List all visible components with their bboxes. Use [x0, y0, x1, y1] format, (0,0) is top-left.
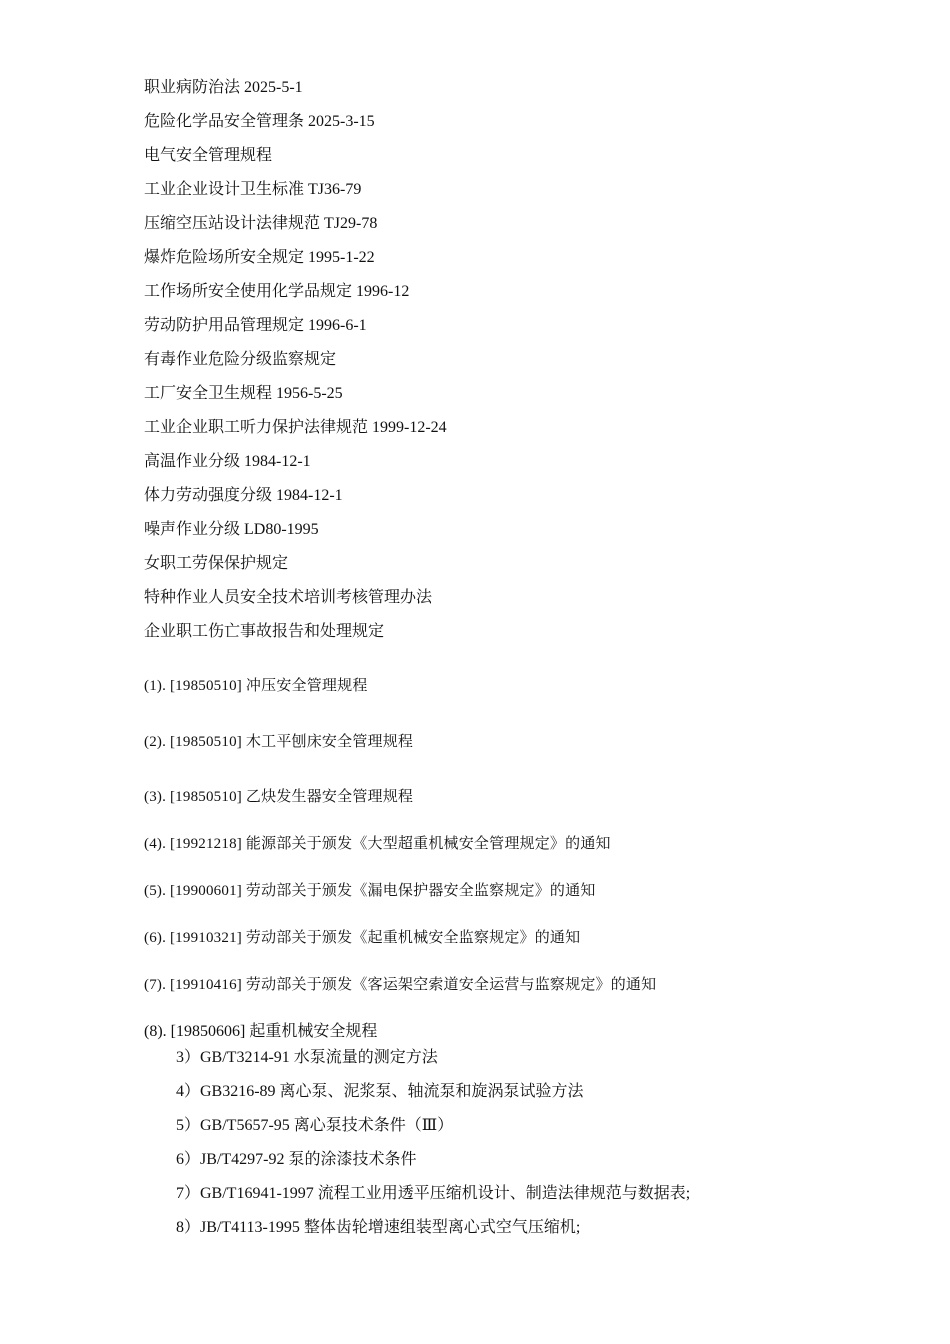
- list-item: 职业病防治法 2025-5-1: [144, 79, 303, 96]
- list-item: 工作场所安全使用化学品规定 1996-12: [144, 283, 410, 300]
- list-item: 5）GB/T5657-95 离心泵技术条件（Ⅲ）: [176, 1117, 454, 1134]
- list-item: (1). [19850510] 冲压安全管理规程: [144, 678, 368, 694]
- list-item: 女职工劳保保护规定: [144, 555, 289, 572]
- list-item: 劳动防护用品管理规定 1996-6-1: [144, 317, 367, 334]
- list-item: 有毒作业危险分级监察规定: [144, 351, 337, 368]
- list-item: (6). [19910321] 劳动部关于颁发《起重机械安全监察规定》的通知: [144, 930, 581, 946]
- list-item: 工业企业职工听力保护法律规范 1999-12-24: [144, 419, 447, 436]
- list-item: 工厂安全卫生规程 1956-5-25: [144, 385, 343, 402]
- list-item: (7). [19910416] 劳动部关于颁发《客运架空索道安全运营与监察规定》的通知: [144, 977, 657, 993]
- list-item: (5). [19900601] 劳动部关于颁发《漏电保护器安全监察规定》的通知: [144, 883, 596, 899]
- list-item: 危险化学品安全管理条 2025-3-15: [144, 113, 375, 130]
- list-item: (4). [19921218] 能源部关于颁发《大型超重机械安全管理规定》的通知: [144, 836, 611, 852]
- list-item: 7）GB/T16941-1997 流程工业用透平压缩机设计、制造法律规范与数据表;: [176, 1185, 691, 1202]
- list-item: 6）JB/T4297-92 泵的涂漆技术条件: [176, 1151, 417, 1168]
- list-item: (3). [19850510] 乙炔发生器安全管理规程: [144, 789, 414, 805]
- list-item: 4）GB3216-89 离心泵、泥浆泵、轴流泵和旋涡泵试验方法: [176, 1083, 584, 1100]
- list-item: 噪声作业分级 LD80-1995: [144, 521, 319, 538]
- list-item: 爆炸危险场所安全规定 1995-1-22: [144, 249, 375, 266]
- list-item: 电气安全管理规程: [144, 147, 273, 164]
- list-item: 压缩空压站设计法律规范 TJ29-78: [144, 215, 378, 232]
- list-item: 体力劳动强度分级 1984-12-1: [144, 487, 343, 504]
- section-heading: (8). [19850606] 起重机械安全规程: [144, 1023, 378, 1040]
- list-item: 特种作业人员安全技术培训考核管理办法: [144, 589, 433, 606]
- list-item: 工业企业设计卫生标准 TJ36-79: [144, 181, 362, 198]
- list-item: 8）JB/T4113-1995 整体齿轮增速组装型离心式空气压缩机;: [176, 1219, 581, 1236]
- list-item: 企业职工伤亡事故报告和处理规定: [144, 623, 385, 640]
- list-item: (2). [19850510] 木工平刨床安全管理规程: [144, 734, 414, 750]
- list-item: 3）GB/T3214-91 水泵流量的测定方法: [176, 1049, 438, 1066]
- list-item: 高温作业分级 1984-12-1: [144, 453, 311, 470]
